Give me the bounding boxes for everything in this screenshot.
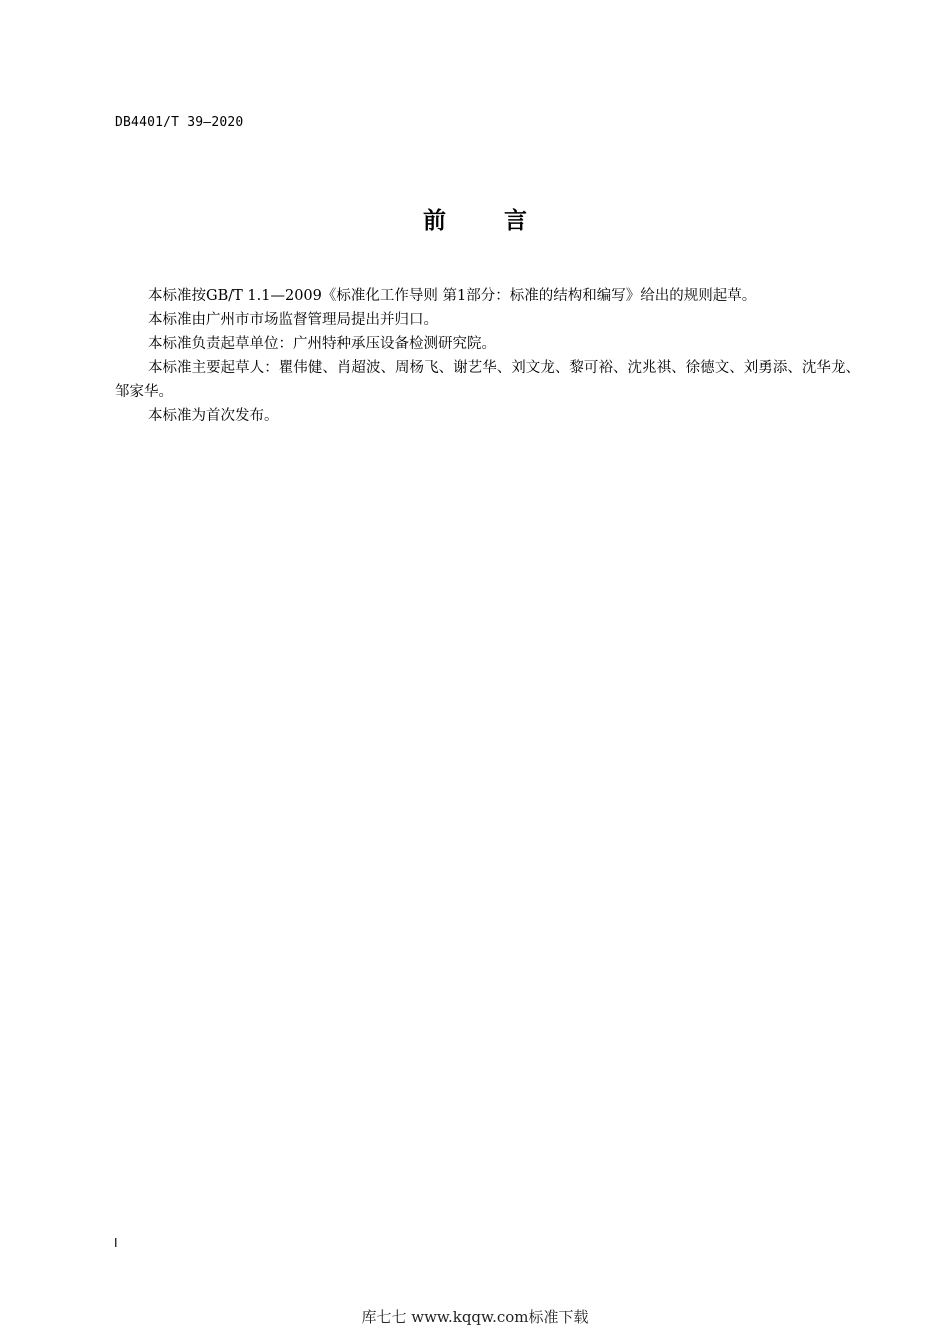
footer-watermark: 库七七 www.kqqw.com标准下载 xyxy=(361,1308,589,1326)
document-code: DB4401/T 39—2020 xyxy=(115,115,244,130)
page-title xyxy=(0,202,950,235)
paragraph-drafting-rules: 本标准按GB/T 1.1—2009《标准化工作导则 第1部分：标准的结构和编写》给出的规则起草。 xyxy=(148,288,757,304)
paragraph-drafters: 本标准主要起草人：瞿伟健、肖超波、周杨飞、谢艺华、刘文龙、黎可裕、沈兆祺、徐德文、刘勇添、沈华龙、邹家华。 xyxy=(115,360,860,400)
page-number: I xyxy=(114,1236,118,1250)
title-char-1: 前 xyxy=(423,208,446,234)
title-char-2: 言 xyxy=(504,208,527,234)
paragraph-proposer: 本标准由广州市市场监督管理局提出并归口。 xyxy=(148,312,438,328)
paragraph-first-release: 本标准为首次发布。 xyxy=(148,408,279,424)
paragraph-drafting-unit: 本标准负责起草单位：广州特种承压设备检测研究院。 xyxy=(148,336,496,352)
foreword-body xyxy=(115,284,860,428)
